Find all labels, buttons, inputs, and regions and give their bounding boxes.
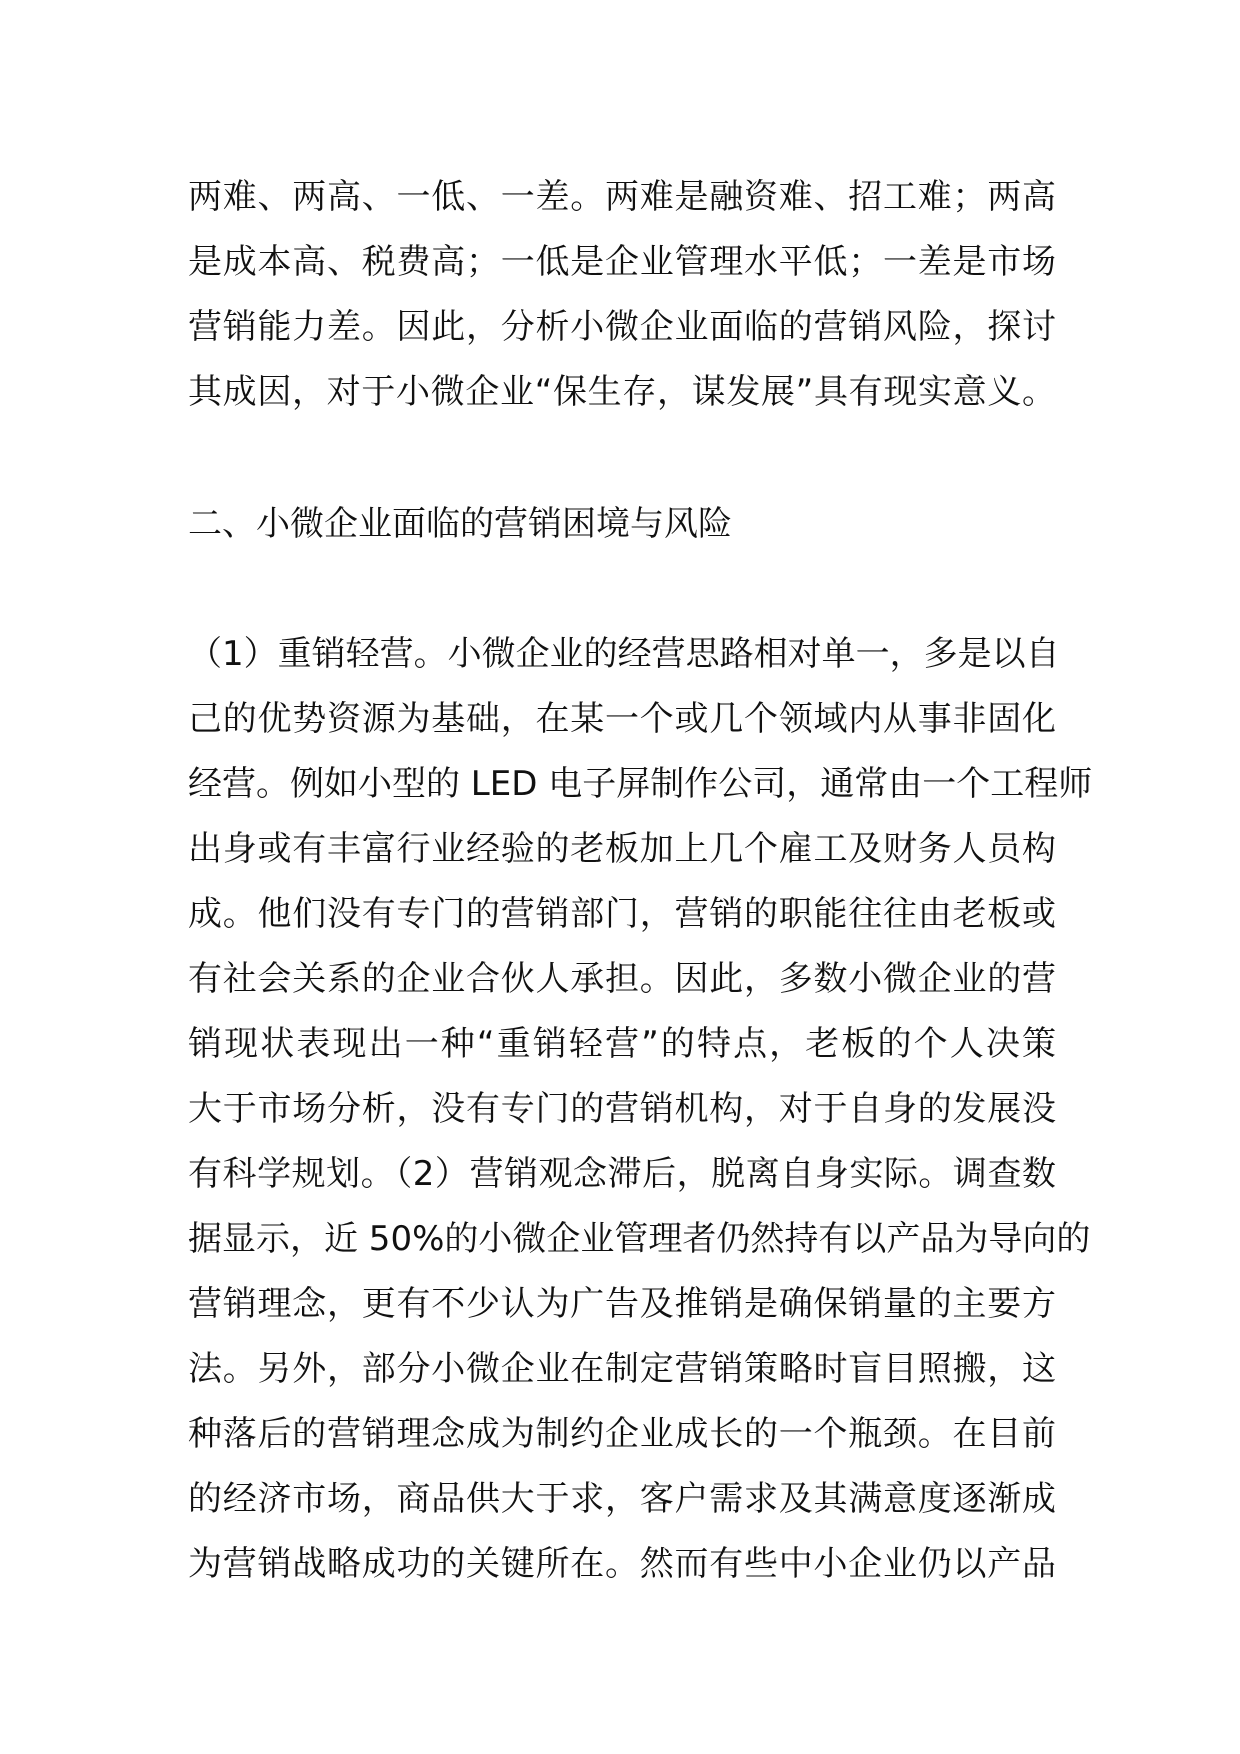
text-line: 为营销战略成功的关键所在。然而有些中小企业仍以产品 xyxy=(188,1544,1056,1584)
text-line: 销现状表现出一种“重销轻营”的特点，老板的个人决策 xyxy=(188,1024,1056,1064)
text-line: 营销能力差。因此，分析小微企业面临的营销风险，探讨 xyxy=(188,307,1056,347)
text-line: 成。他们没有专门的营销部门，营销的职能往往由老板或 xyxy=(188,894,1056,934)
text-line: 有社会关系的企业合伙人承担。因此，多数小微企业的营 xyxy=(188,959,1056,999)
text-line: 有科学规划。（2）营销观念滞后，脱离自身实际。调查数 xyxy=(188,1154,1056,1194)
section-heading xyxy=(188,492,1056,557)
text-line: 出身或有丰富行业经验的老板加上几个雇工及财务人员构 xyxy=(188,829,1056,869)
text-line: 己的优势资源为基础，在某一个或几个领域内从事非固化 xyxy=(188,699,1056,739)
text-line: （1）重销轻营。小微企业的经营思路相对单一，多是以自 xyxy=(188,634,1060,674)
paragraph-body xyxy=(188,622,1093,1597)
text-line: 其成因，对于小微企业“保生存，谋发展”具有现实意义。 xyxy=(188,372,1056,412)
text-line: 大于市场分析，没有专门的营销机构，对于自身的发展没 xyxy=(188,1089,1056,1129)
text-line: 种落后的营销理念成为制约企业成长的一个瓶颈。在目前 xyxy=(188,1414,1056,1454)
text-line: 的经济市场，商品供大于求，客户需求及其满意度逐渐成 xyxy=(188,1479,1056,1519)
paragraph-intro xyxy=(188,165,1056,425)
text-line: 经营。例如小型的 LED 电子屏制作公司，通常由一个工程师 xyxy=(188,764,1093,804)
text-line: 据显示，近 50%的小微企业管理者仍然持有以产品为导向的 xyxy=(188,1219,1091,1259)
text-line: 是成本高、税费高；一低是企业管理水平低；一差是市场 xyxy=(188,242,1056,282)
text-line: 营销理念，更有不少认为广告及推销是确保销量的主要方 xyxy=(188,1284,1056,1324)
heading-text: 二、小微企业面临的营销困境与风险 xyxy=(188,504,732,544)
text-line: 两难、两高、一低、一差。两难是融资难、招工难；两高 xyxy=(188,177,1056,217)
text-line: 法。另外，部分小微企业在制定营销策略时盲目照搬，这 xyxy=(188,1349,1056,1389)
